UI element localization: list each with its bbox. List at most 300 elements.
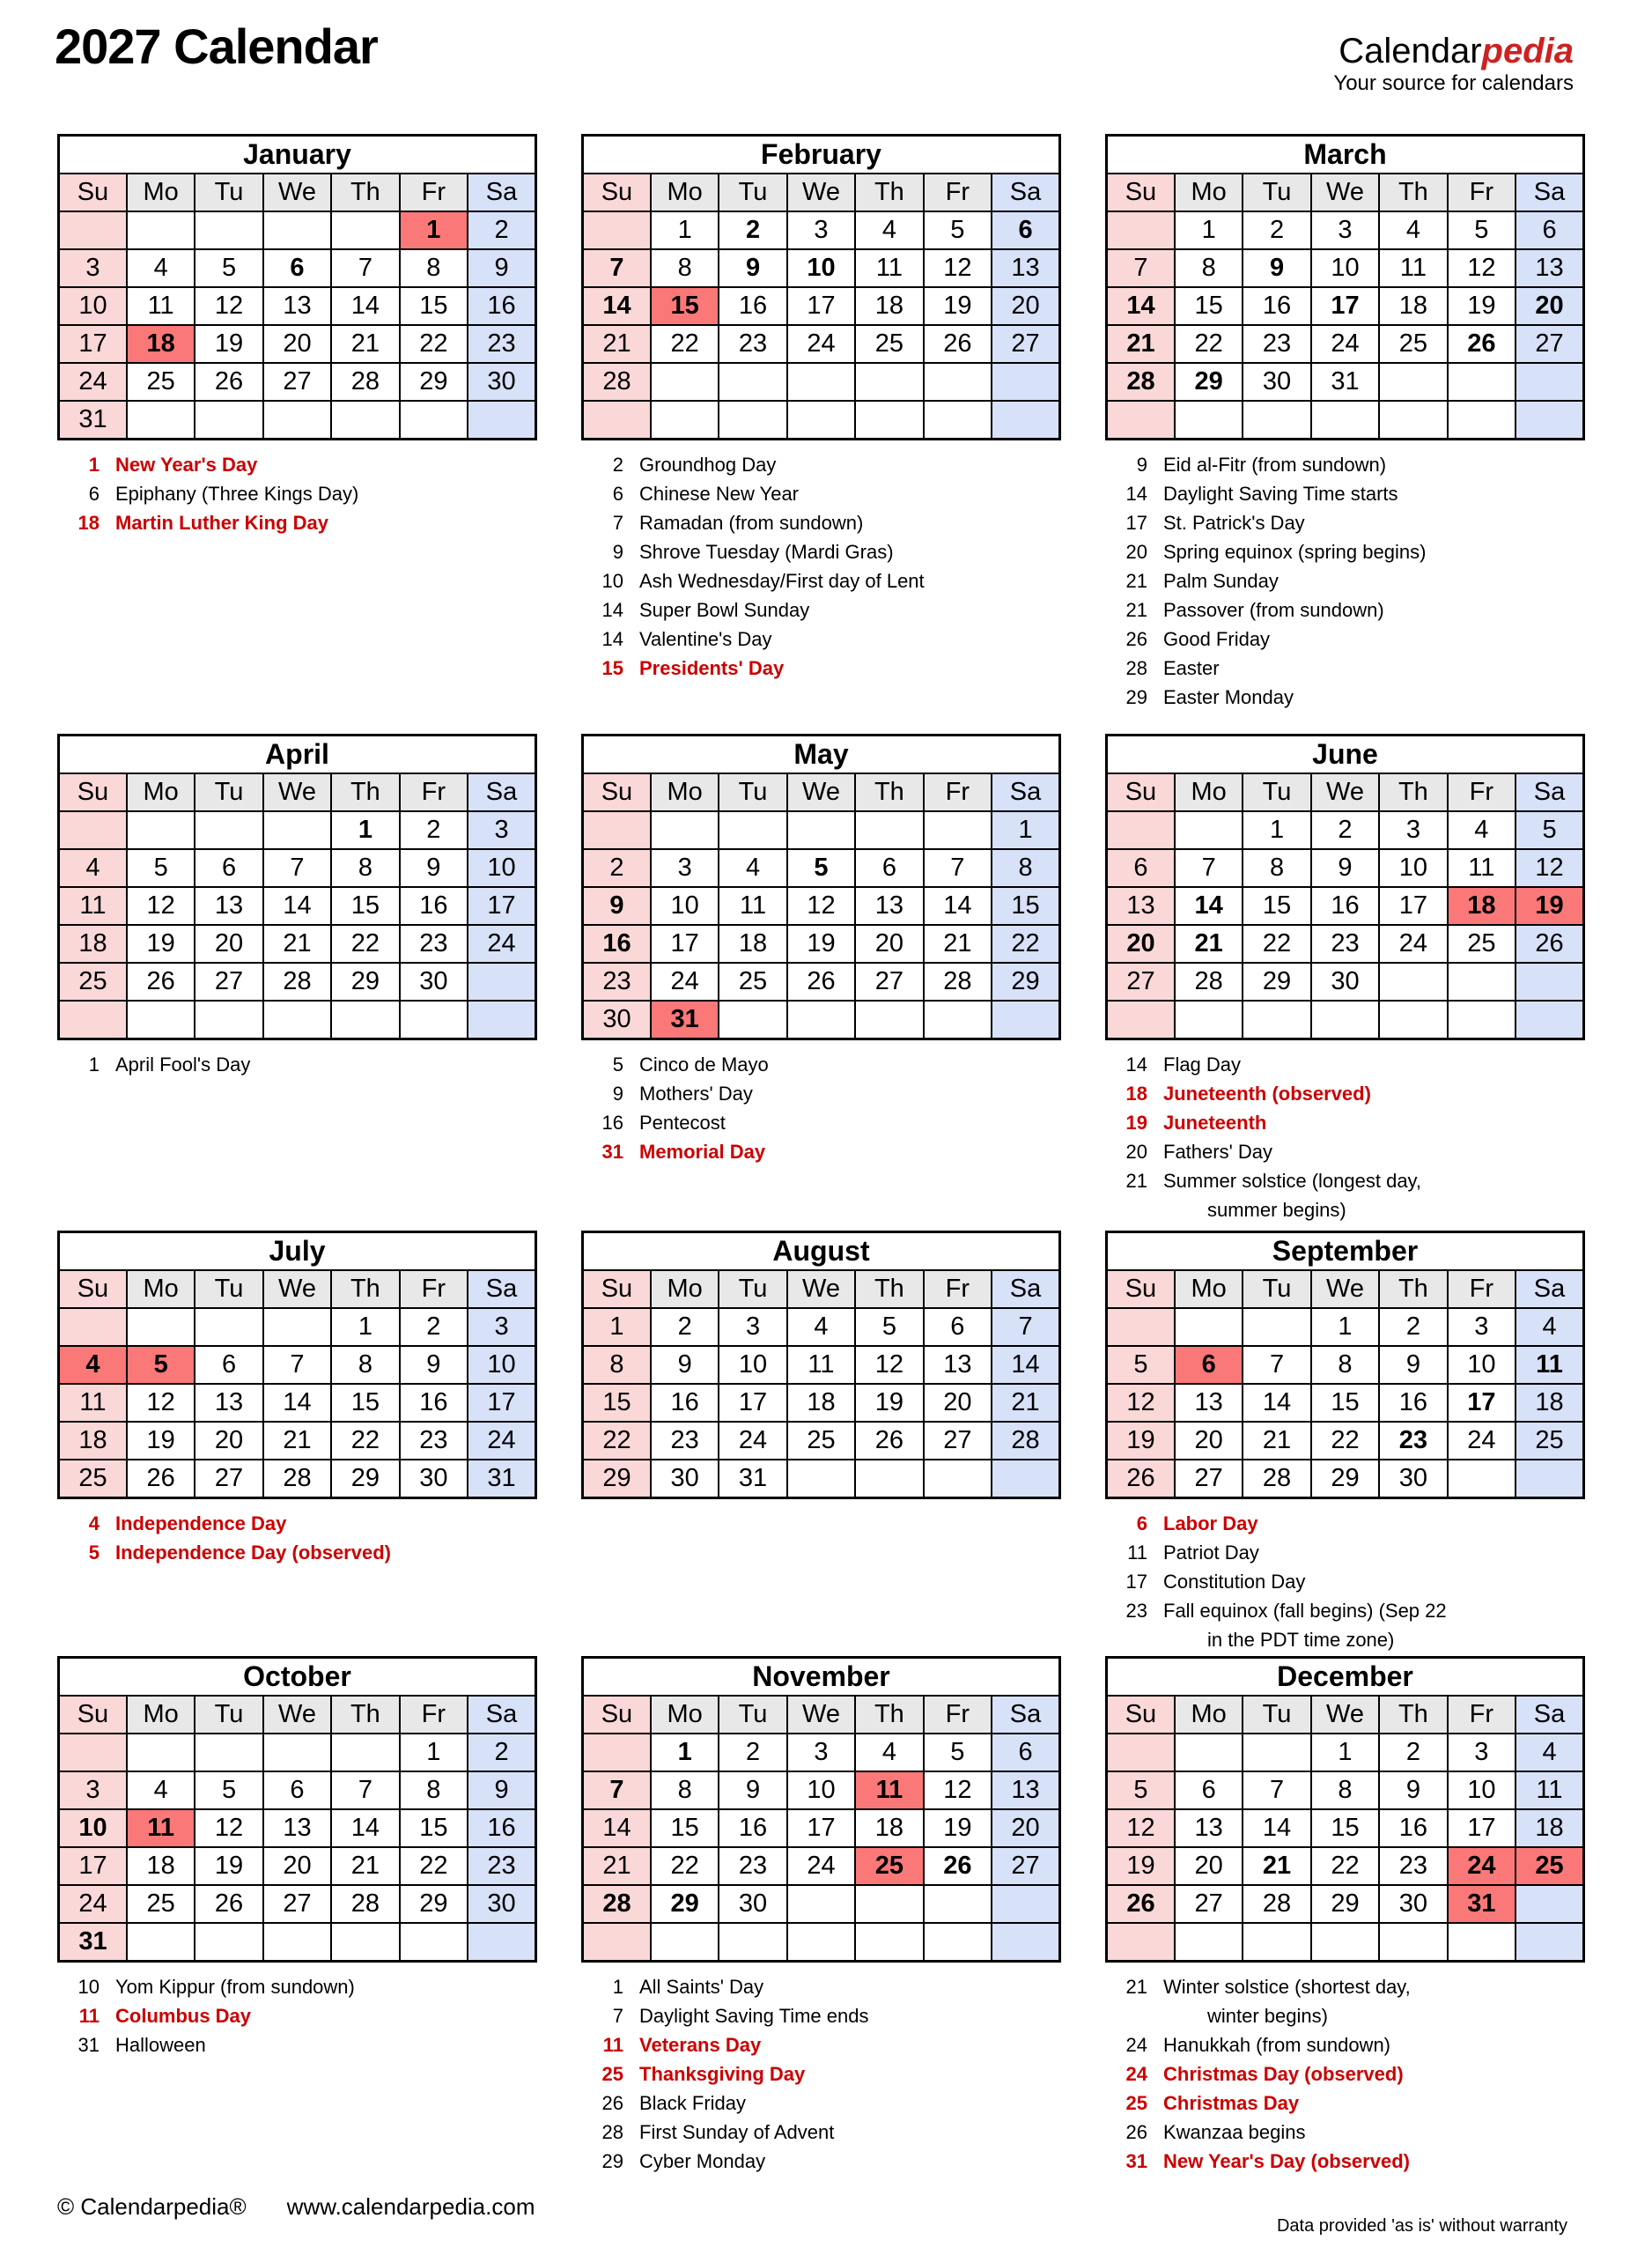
- day-header-th: Th: [331, 773, 399, 811]
- date-cell: 8: [400, 1771, 468, 1809]
- empty-cell: [924, 363, 992, 401]
- date-cell: 28: [1107, 363, 1175, 401]
- date-cell: 16: [1379, 1384, 1447, 1422]
- date-cell: 9: [1379, 1771, 1447, 1809]
- empty-cell: [787, 401, 855, 440]
- empty-cell: [195, 811, 262, 849]
- empty-cell: [331, 211, 399, 249]
- date-cell: 26: [127, 1460, 195, 1498]
- empty-cell: [992, 1923, 1059, 1962]
- date-cell: 3: [59, 249, 127, 287]
- date-cell: 4: [1379, 211, 1447, 249]
- date-cell: 4: [127, 249, 195, 287]
- date-cell: 25: [127, 363, 195, 401]
- empty-cell: [787, 1885, 855, 1923]
- holiday-item: [1105, 508, 1585, 537]
- empty-cell: [127, 1923, 195, 1962]
- holiday-item: [57, 1509, 537, 1538]
- date-cell: 11: [59, 887, 127, 925]
- date-cell: 9: [1379, 1346, 1447, 1384]
- holiday-name: Palm Sunday: [1163, 570, 1279, 592]
- date-cell: 30: [400, 963, 468, 1001]
- holiday-item: [1105, 2089, 1585, 2118]
- date-cell: 14: [1107, 287, 1175, 325]
- date-cell: 9: [400, 849, 468, 887]
- date-cell: 8: [1243, 849, 1310, 887]
- date-cell: 9: [468, 249, 535, 287]
- day-header-su: Su: [1107, 1696, 1175, 1734]
- date-cell: 17: [1379, 887, 1447, 925]
- holiday-item: [1105, 654, 1585, 683]
- date-cell: 6: [924, 1308, 992, 1346]
- date-cell: 28: [263, 1460, 331, 1498]
- date-cell: 25: [787, 1422, 855, 1460]
- date-cell: 18: [1448, 887, 1516, 925]
- holiday-day: 11: [1127, 1542, 1147, 1564]
- date-cell: 7: [924, 849, 992, 887]
- empty-cell: [992, 1460, 1059, 1498]
- date-cell: 23: [468, 1847, 535, 1885]
- empty-cell: [263, 1001, 331, 1039]
- date-cell: 10: [787, 1771, 855, 1809]
- day-header-mo: Mo: [127, 1696, 195, 1734]
- holiday-item: [1105, 1050, 1585, 1079]
- logo-brand-black: Calendar: [1339, 32, 1482, 70]
- day-header-fr: Fr: [1448, 174, 1516, 211]
- holiday-item: [1105, 479, 1585, 508]
- day-header-th: Th: [855, 1696, 923, 1734]
- holiday-day: 9: [612, 1083, 623, 1105]
- empty-cell: [787, 1001, 855, 1039]
- day-header-su: Su: [583, 773, 651, 811]
- date-cell: 19: [1448, 287, 1516, 325]
- empty-cell: [468, 1001, 535, 1039]
- date-cell: 6: [263, 249, 331, 287]
- empty-cell: [719, 811, 786, 849]
- day-header-sa: Sa: [1516, 1696, 1583, 1734]
- day-header-tu: Tu: [1243, 773, 1310, 811]
- holiday-day: 28: [1125, 657, 1147, 679]
- date-cell: 28: [331, 363, 399, 401]
- date-cell: 11: [1516, 1346, 1583, 1384]
- empty-cell: [59, 1001, 127, 1039]
- date-cell: 27: [1175, 1460, 1243, 1498]
- day-header-mo: Mo: [1175, 174, 1243, 211]
- day-header-we: We: [1311, 1270, 1379, 1308]
- date-cell: 31: [651, 1001, 719, 1039]
- date-cell: 20: [992, 287, 1059, 325]
- date-cell: 10: [468, 1346, 535, 1384]
- date-cell: 24: [719, 1422, 786, 1460]
- empty-cell: [1516, 363, 1583, 401]
- date-cell: 3: [1448, 1308, 1516, 1346]
- date-cell: 20: [263, 1847, 331, 1885]
- empty-cell: [1107, 1308, 1175, 1346]
- empty-cell: [1516, 1885, 1583, 1923]
- holiday-item: [57, 2030, 537, 2059]
- empty-cell: [468, 1923, 535, 1962]
- date-cell: 10: [59, 1809, 127, 1847]
- date-cell: 26: [195, 363, 262, 401]
- holiday-day-spacer: [1105, 2001, 1147, 2030]
- day-header-tu: Tu: [1243, 174, 1310, 211]
- date-cell: 28: [1243, 1885, 1310, 1923]
- date-cell: 21: [992, 1384, 1059, 1422]
- date-cell: 1: [400, 1734, 468, 1771]
- date-cell: 4: [1516, 1734, 1583, 1771]
- holiday-day: 26: [601, 2092, 623, 2114]
- date-cell: 27: [924, 1422, 992, 1460]
- date-cell: 19: [1107, 1422, 1175, 1460]
- date-cell: 24: [1379, 925, 1447, 963]
- day-header-tu: Tu: [719, 174, 786, 211]
- holiday-list-december: [1105, 1972, 1585, 2176]
- date-cell: 29: [400, 363, 468, 401]
- date-cell: 29: [651, 1885, 719, 1923]
- date-cell: 4: [855, 1734, 923, 1771]
- day-header-we: We: [1311, 1696, 1379, 1734]
- date-cell: 29: [331, 1460, 399, 1498]
- holiday-list-may: [581, 1050, 1061, 1166]
- holiday-item: [581, 537, 1061, 566]
- date-cell: 7: [331, 249, 399, 287]
- holiday-day: 6: [612, 483, 623, 505]
- holiday-name: Independence Day: [115, 1512, 287, 1534]
- logo-brand: [1333, 32, 1574, 70]
- date-cell: 8: [1311, 1346, 1379, 1384]
- day-header-mo: Mo: [1175, 1696, 1243, 1734]
- day-header-su: Su: [1107, 1270, 1175, 1308]
- date-cell: 22: [1175, 325, 1243, 363]
- holiday-item: [581, 508, 1061, 537]
- date-cell: 1: [400, 211, 468, 249]
- day-header-th: Th: [1379, 1696, 1447, 1734]
- holiday-day: 25: [1125, 2092, 1147, 2114]
- date-cell: 22: [583, 1422, 651, 1460]
- empty-cell: [263, 1308, 331, 1346]
- date-cell: 7: [1243, 1346, 1310, 1384]
- holiday-name: Fall equinox (fall begins) (Sep 22: [1163, 1600, 1447, 1622]
- page-title: 2027 Calendar: [55, 18, 378, 74]
- holiday-day: 31: [601, 1141, 623, 1163]
- date-cell: 25: [855, 325, 923, 363]
- day-header-su: Su: [583, 174, 651, 211]
- holiday-name: Constitution Day: [1163, 1571, 1306, 1593]
- date-cell: 6: [195, 1346, 262, 1384]
- holiday-item: [581, 2147, 1061, 2176]
- holiday-day: 21: [1125, 1170, 1147, 1192]
- holiday-name: Ramadan (from sundown): [639, 512, 864, 534]
- empty-cell: [127, 211, 195, 249]
- holiday-day: 16: [601, 1112, 623, 1134]
- empty-cell: [787, 1923, 855, 1962]
- date-cell: 5: [1107, 1771, 1175, 1809]
- month-july: [57, 1231, 537, 1567]
- holiday-day: 14: [1125, 483, 1147, 505]
- empty-cell: [195, 1923, 262, 1962]
- date-cell: 17: [787, 287, 855, 325]
- empty-cell: [651, 1923, 719, 1962]
- month-march: [1105, 134, 1585, 712]
- holiday-item: [57, 479, 537, 508]
- holiday-day: 21: [1125, 1976, 1147, 1998]
- day-header-sa: Sa: [992, 174, 1059, 211]
- date-cell: 3: [651, 849, 719, 887]
- date-cell: 7: [583, 249, 651, 287]
- day-header-fr: Fr: [924, 1270, 992, 1308]
- date-cell: 16: [1243, 287, 1310, 325]
- date-cell: 18: [1516, 1384, 1583, 1422]
- date-cell: 30: [1379, 1885, 1447, 1923]
- date-cell: 7: [331, 1771, 399, 1809]
- day-header-fr: Fr: [400, 1696, 468, 1734]
- date-cell: 12: [924, 249, 992, 287]
- date-cell: 9: [583, 887, 651, 925]
- date-cell: 18: [1379, 287, 1447, 325]
- holiday-day: 9: [1136, 454, 1147, 476]
- date-cell: 24: [787, 325, 855, 363]
- day-header-su: Su: [583, 1270, 651, 1308]
- date-cell: 8: [1175, 249, 1243, 287]
- calendarpedia-logo: [1333, 32, 1574, 95]
- date-cell: 26: [924, 325, 992, 363]
- day-header-sa: Sa: [468, 1270, 535, 1308]
- date-cell: 27: [1175, 1885, 1243, 1923]
- date-cell: 21: [331, 1847, 399, 1885]
- holiday-day: 14: [601, 599, 623, 621]
- date-cell: 14: [331, 1809, 399, 1847]
- holiday-name: Valentine's Day: [639, 628, 772, 650]
- empty-cell: [1379, 1923, 1447, 1962]
- holiday-day: 28: [601, 2121, 623, 2143]
- empty-cell: [331, 1001, 399, 1039]
- holiday-name: Halloween: [115, 2034, 206, 2056]
- date-cell: 14: [1243, 1384, 1310, 1422]
- holiday-name-continued: in the PDT time zone): [1207, 1629, 1395, 1651]
- date-cell: 5: [924, 211, 992, 249]
- footer-copyright: © Calendarpedia®: [57, 2193, 247, 2220]
- holiday-item: [1105, 2147, 1585, 2176]
- date-cell: 16: [400, 887, 468, 925]
- date-cell: 19: [195, 325, 262, 363]
- holiday-item: [1105, 595, 1585, 625]
- month-february: [581, 134, 1061, 683]
- holiday-name: Flag Day: [1163, 1054, 1242, 1076]
- date-cell: 31: [1448, 1885, 1516, 1923]
- empty-cell: [855, 1460, 923, 1498]
- month-title: November: [583, 1658, 1060, 1697]
- date-cell: 10: [651, 887, 719, 925]
- date-cell: 1: [1311, 1734, 1379, 1771]
- day-header-mo: Mo: [1175, 1270, 1243, 1308]
- date-cell: 7: [583, 1771, 651, 1809]
- date-cell: 1: [331, 1308, 399, 1346]
- holiday-day: 29: [601, 2150, 623, 2172]
- empty-cell: [1448, 1001, 1516, 1039]
- month-august: [581, 1231, 1061, 1499]
- date-cell: 20: [992, 1809, 1059, 1847]
- date-cell: 23: [583, 963, 651, 1001]
- date-cell: 20: [855, 925, 923, 963]
- date-cell: 11: [719, 887, 786, 925]
- empty-cell: [1448, 401, 1516, 440]
- day-header-su: Su: [59, 174, 127, 211]
- empty-cell: [787, 363, 855, 401]
- date-cell: 30: [1243, 363, 1310, 401]
- holiday-name-continued: summer begins): [1207, 1199, 1346, 1221]
- date-cell: 20: [1516, 287, 1583, 325]
- empty-cell: [719, 401, 786, 440]
- empty-cell: [1516, 1001, 1583, 1039]
- date-cell: 17: [1311, 287, 1379, 325]
- date-cell: 12: [924, 1771, 992, 1809]
- date-cell: 31: [1311, 363, 1379, 401]
- empty-cell: [719, 363, 786, 401]
- date-cell: 7: [1243, 1771, 1310, 1809]
- holiday-day: 1: [612, 1976, 623, 1998]
- day-header-sa: Sa: [1516, 174, 1583, 211]
- holiday-day: 18: [1125, 1083, 1147, 1105]
- date-cell: 4: [59, 849, 127, 887]
- holiday-name-continued: winter begins): [1207, 2005, 1328, 2027]
- holiday-day: 14: [1125, 1054, 1147, 1076]
- date-cell: 15: [583, 1384, 651, 1422]
- holiday-item: [57, 2001, 537, 2030]
- date-cell: 24: [651, 963, 719, 1001]
- date-cell: 2: [719, 1734, 786, 1771]
- date-cell: 5: [127, 849, 195, 887]
- holiday-day: 17: [1125, 512, 1147, 534]
- date-cell: 10: [1379, 849, 1447, 887]
- calendar-table-april: [57, 734, 537, 1040]
- date-cell: 4: [1516, 1308, 1583, 1346]
- date-cell: 9: [1311, 849, 1379, 887]
- date-cell: 22: [1243, 925, 1310, 963]
- holiday-day: 24: [1125, 2034, 1147, 2056]
- date-cell: 10: [719, 1346, 786, 1384]
- date-cell: 15: [1311, 1809, 1379, 1847]
- holiday-item: [1105, 625, 1585, 654]
- date-cell: 16: [468, 1809, 535, 1847]
- footer-disclaimer: Data provided 'as is' without warranty: [1276, 2216, 1567, 2236]
- day-header-mo: Mo: [651, 773, 719, 811]
- holiday-day: 7: [612, 2005, 623, 2027]
- day-header-mo: Mo: [651, 174, 719, 211]
- empty-cell: [992, 1885, 1059, 1923]
- date-cell: 2: [583, 849, 651, 887]
- date-cell: 9: [400, 1346, 468, 1384]
- date-cell: 27: [195, 1460, 262, 1498]
- day-header-fr: Fr: [924, 1696, 992, 1734]
- empty-cell: [195, 211, 262, 249]
- holiday-day: 26: [1125, 2121, 1147, 2143]
- empty-cell: [400, 1001, 468, 1039]
- holiday-item: [1105, 2059, 1585, 2089]
- date-cell: 12: [1107, 1384, 1175, 1422]
- day-header-mo: Mo: [651, 1270, 719, 1308]
- day-header-su: Su: [59, 773, 127, 811]
- date-cell: 24: [59, 1885, 127, 1923]
- date-cell: 29: [1311, 1885, 1379, 1923]
- empty-cell: [1243, 1734, 1310, 1771]
- holiday-name: Easter Monday: [1163, 686, 1294, 708]
- date-cell: 17: [719, 1384, 786, 1422]
- date-cell: 26: [1107, 1885, 1175, 1923]
- empty-cell: [1107, 401, 1175, 440]
- day-header-th: Th: [1379, 174, 1447, 211]
- date-cell: 4: [719, 849, 786, 887]
- date-cell: 5: [195, 249, 262, 287]
- date-cell: 15: [1311, 1384, 1379, 1422]
- day-header-su: Su: [59, 1696, 127, 1734]
- date-cell: 2: [468, 211, 535, 249]
- holiday-day: 5: [88, 1542, 100, 1564]
- date-cell: 29: [400, 1885, 468, 1923]
- day-header-tu: Tu: [195, 1270, 262, 1308]
- date-cell: 17: [1448, 1809, 1516, 1847]
- holiday-day: 17: [1125, 1571, 1147, 1593]
- date-cell: 16: [651, 1384, 719, 1422]
- date-cell: 8: [331, 1346, 399, 1384]
- day-header-th: Th: [1379, 1270, 1447, 1308]
- date-cell: 3: [468, 811, 535, 849]
- day-header-mo: Mo: [1175, 773, 1243, 811]
- empty-cell: [1175, 1734, 1243, 1771]
- date-cell: 26: [1448, 325, 1516, 363]
- date-cell: 14: [583, 1809, 651, 1847]
- date-cell: 23: [1311, 925, 1379, 963]
- calendar-table-december: [1105, 1656, 1585, 1963]
- date-cell: 18: [719, 925, 786, 963]
- date-cell: 22: [331, 925, 399, 963]
- day-header-fr: Fr: [400, 773, 468, 811]
- date-cell: 23: [719, 1847, 786, 1885]
- day-header-tu: Tu: [1243, 1270, 1310, 1308]
- date-cell: 17: [59, 325, 127, 363]
- calendar-table-january: [57, 134, 537, 440]
- date-cell: 13: [992, 1771, 1059, 1809]
- date-cell: 12: [195, 1809, 262, 1847]
- holiday-name: Martin Luther King Day: [115, 512, 329, 534]
- day-header-mo: Mo: [127, 773, 195, 811]
- day-header-we: We: [263, 1270, 331, 1308]
- day-header-tu: Tu: [719, 1270, 786, 1308]
- empty-cell: [719, 1923, 786, 1962]
- date-cell: 11: [855, 1771, 923, 1809]
- empty-cell: [583, 401, 651, 440]
- holiday-name: Memorial Day: [639, 1141, 766, 1163]
- empty-cell: [583, 211, 651, 249]
- date-cell: 27: [1107, 963, 1175, 1001]
- date-cell: 27: [195, 963, 262, 1001]
- date-cell: 26: [1107, 1460, 1175, 1498]
- date-cell: 23: [719, 325, 786, 363]
- holiday-name: Spring equinox (spring begins): [1163, 541, 1427, 563]
- date-cell: 25: [59, 963, 127, 1001]
- month-january: [57, 134, 537, 537]
- date-cell: 15: [1175, 287, 1243, 325]
- date-cell: 21: [924, 925, 992, 963]
- holiday-day: 19: [1125, 1112, 1147, 1134]
- date-cell: 12: [855, 1346, 923, 1384]
- holiday-day: 24: [1125, 2063, 1147, 2085]
- holiday-name: Hanukkah (from sundown): [1163, 2034, 1391, 2056]
- date-cell: 4: [59, 1346, 127, 1384]
- holiday-name: Black Friday: [639, 2092, 747, 2114]
- date-cell: 19: [924, 1809, 992, 1847]
- holiday-item: [581, 1137, 1061, 1166]
- holiday-name: Patriot Day: [1163, 1542, 1259, 1564]
